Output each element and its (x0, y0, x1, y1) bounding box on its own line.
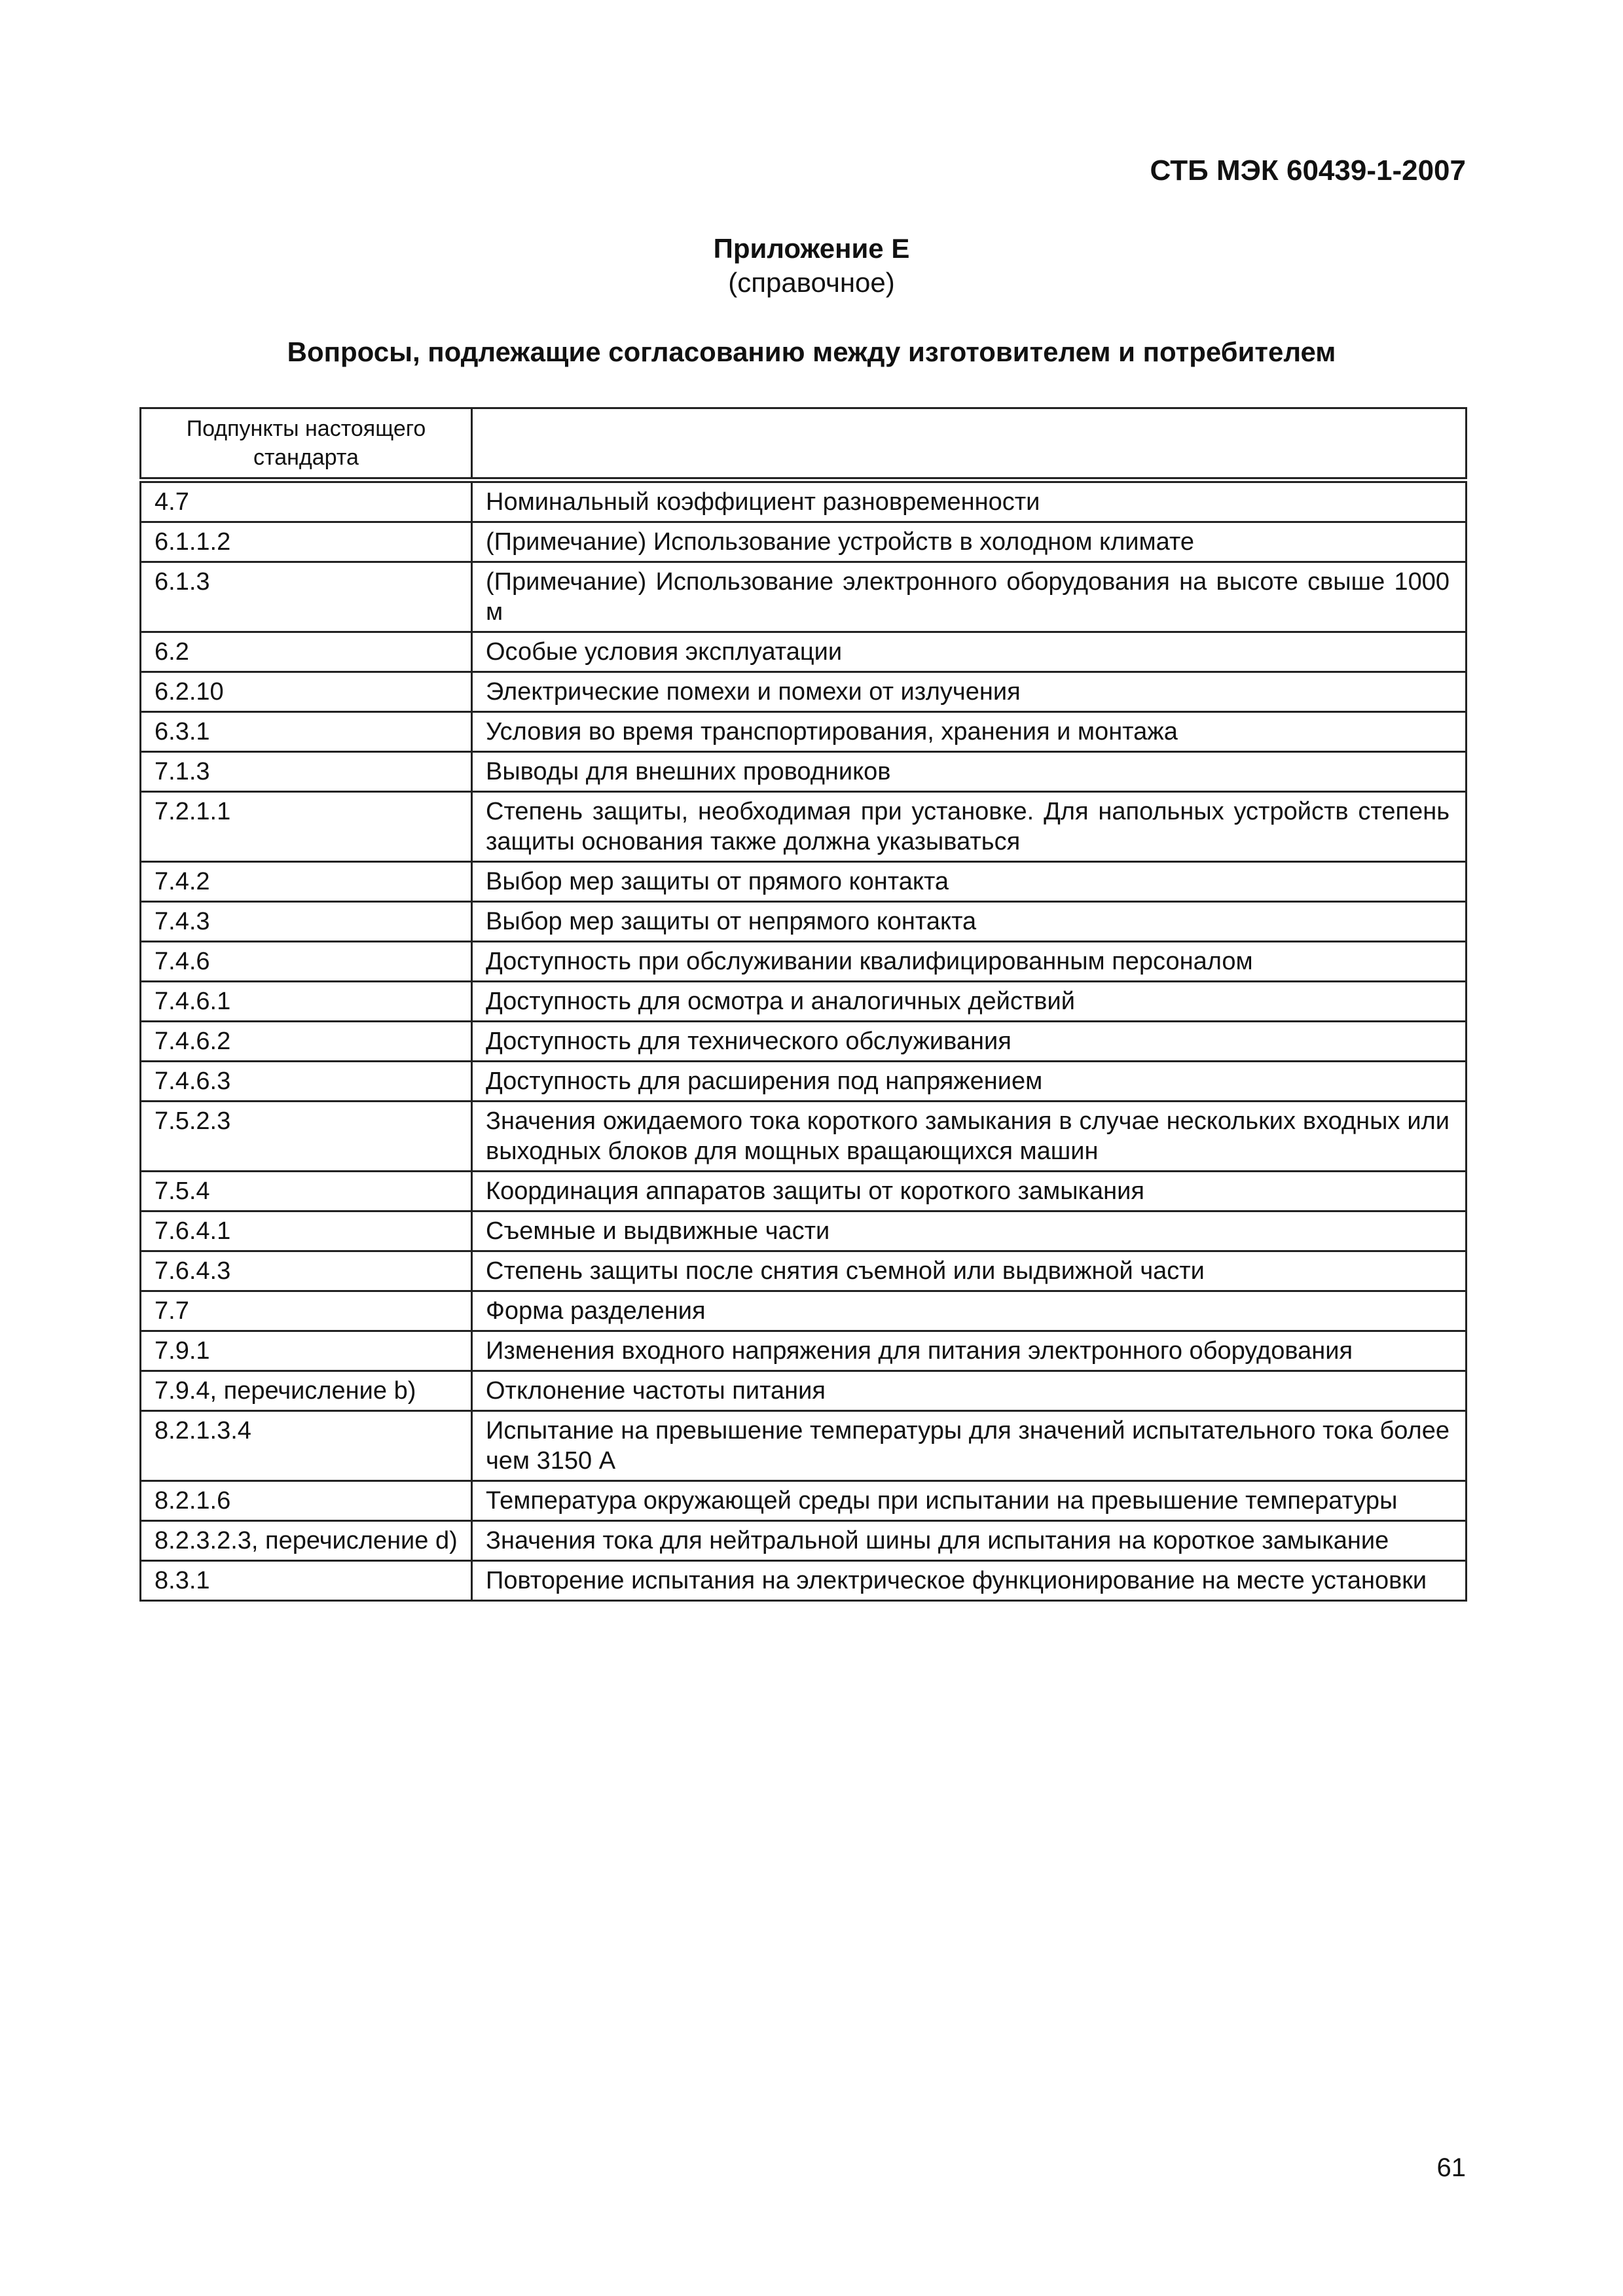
description-cell: (Примечание) Использование электронного оборудования на высоте свыше 1000 м (472, 562, 1467, 632)
table-row (141, 480, 1467, 522)
clause-cell: 4.7 (141, 480, 472, 522)
clause-cell: 8.2.1.6 (141, 1481, 472, 1521)
description-cell: Значения тока для нейтральной шины для испытания на короткое замыкание (472, 1521, 1467, 1561)
clause-cell: 8.2.1.3.4 (141, 1411, 472, 1481)
description-cell: Значения ожидаемого тока короткого замыкания в случае нескольких входных или выходных блоков для мощных вращающихся машин (472, 1102, 1467, 1172)
clause-cell: 7.4.2 (141, 862, 472, 902)
table-row (141, 522, 1467, 562)
description-cell: Изменения входного напряжения для питания электронного оборудования (472, 1331, 1467, 1371)
description-cell: Электрические помехи и помехи от излучения (472, 672, 1467, 712)
clause-cell: 7.4.6.1 (141, 982, 472, 1022)
description-cell: Форма разделения (472, 1291, 1467, 1331)
description-cell: Особые условия эксплуатации (472, 632, 1467, 672)
table-row (141, 982, 1467, 1022)
table-row (141, 942, 1467, 982)
description-cell: Выбор мер защиты от прямого контакта (472, 862, 1467, 902)
clause-cell: 7.9.4, перечисление b) (141, 1371, 472, 1411)
table-row (141, 1291, 1467, 1331)
clause-cell: 6.3.1 (141, 712, 472, 752)
clause-cell: 7.4.6.3 (141, 1062, 472, 1102)
clause-cell: 7.4.3 (141, 902, 472, 942)
clause-cell: 8.3.1 (141, 1561, 472, 1601)
table-row (141, 632, 1467, 672)
table-row (141, 1172, 1467, 1211)
description-cell: Повторение испытания на электрическое функционирование на месте установки (472, 1561, 1467, 1601)
table-row (141, 562, 1467, 632)
clause-cell: 7.4.6.2 (141, 1022, 472, 1062)
clause-cell: 7.6.4.1 (141, 1211, 472, 1251)
description-cell: Испытание на превышение температуры для значений испытательного тока более чем 3150 А (472, 1411, 1467, 1481)
clause-column-header: Подпункты настоящего стандарта (141, 408, 472, 480)
table-row (141, 1411, 1467, 1481)
table-row (141, 712, 1467, 752)
description-cell: Отклонение частоты питания (472, 1371, 1467, 1411)
description-cell: Выводы для внешних проводников (472, 752, 1467, 792)
table-row (141, 792, 1467, 862)
table-row (141, 1521, 1467, 1561)
table-row (141, 1102, 1467, 1172)
clause-cell: 8.2.3.2.3, перечисление d) (141, 1521, 472, 1561)
clause-cell: 7.6.4.3 (141, 1251, 472, 1291)
description-cell: Доступность для технического обслуживания (472, 1022, 1467, 1062)
clause-cell: 7.5.2.3 (141, 1102, 472, 1172)
annex-subtitle: (справочное) (728, 267, 895, 298)
description-cell: Номинальный коэффициент разновременности (472, 480, 1467, 522)
description-cell: Условия во время транспортирования, хранения и монтажа (472, 712, 1467, 752)
clause-cell: 6.2.10 (141, 672, 472, 712)
description-cell: Доступность при обслуживании квалифицированным персоналом (472, 942, 1467, 982)
description-cell: Доступность для расширения под напряжением (472, 1062, 1467, 1102)
table-row (141, 752, 1467, 792)
description-cell: (Примечание) Использование устройств в холодном климате (472, 522, 1467, 562)
table-row (141, 1561, 1467, 1601)
clause-cell: 6.1.1.2 (141, 522, 472, 562)
table-row (141, 1062, 1467, 1102)
annex-title: Приложение Е (713, 233, 910, 264)
table-row (141, 672, 1467, 712)
description-cell: Температура окружающей среды при испытании на превышение температуры (472, 1481, 1467, 1521)
description-cell: Выбор мер защиты от непрямого контакта (472, 902, 1467, 942)
description-cell: Съемные и выдвижные части (472, 1211, 1467, 1251)
table-row (141, 1211, 1467, 1251)
clause-cell: 6.2 (141, 632, 472, 672)
clause-cell: 7.1.3 (141, 752, 472, 792)
description-column-header (472, 408, 1467, 480)
document-code: СТБ МЭК 60439-1-2007 (1150, 154, 1466, 187)
description-cell: Степень защиты после снятия съемной или выдвижной части (472, 1251, 1467, 1291)
table-row (141, 1371, 1467, 1411)
clause-cell: 6.1.3 (141, 562, 472, 632)
clause-cell: 7.9.1 (141, 1331, 472, 1371)
clause-cell: 7.4.6 (141, 942, 472, 982)
main-title: Вопросы, подлежащие согласованию между изготовителем и потребителем (287, 336, 1336, 367)
clause-cell: 7.7 (141, 1291, 472, 1331)
table-header-row (141, 408, 1467, 480)
table-row (141, 1022, 1467, 1062)
description-cell: Степень защиты, необходимая при установке. Для напольных устройств степень защиты основания также должна указываться (472, 792, 1467, 862)
table-row (141, 1481, 1467, 1521)
clause-cell: 7.2.1.1 (141, 792, 472, 862)
description-cell: Координация аппаратов защиты от короткого замыкания (472, 1172, 1467, 1211)
clause-cell: 7.5.4 (141, 1172, 472, 1211)
table-row (141, 862, 1467, 902)
table-row (141, 1331, 1467, 1371)
table-row (141, 1251, 1467, 1291)
description-cell: Доступность для осмотра и аналогичных действий (472, 982, 1467, 1022)
requirements-table (139, 407, 1467, 1602)
table-row (141, 902, 1467, 942)
page-number: 61 (1436, 2153, 1466, 2182)
